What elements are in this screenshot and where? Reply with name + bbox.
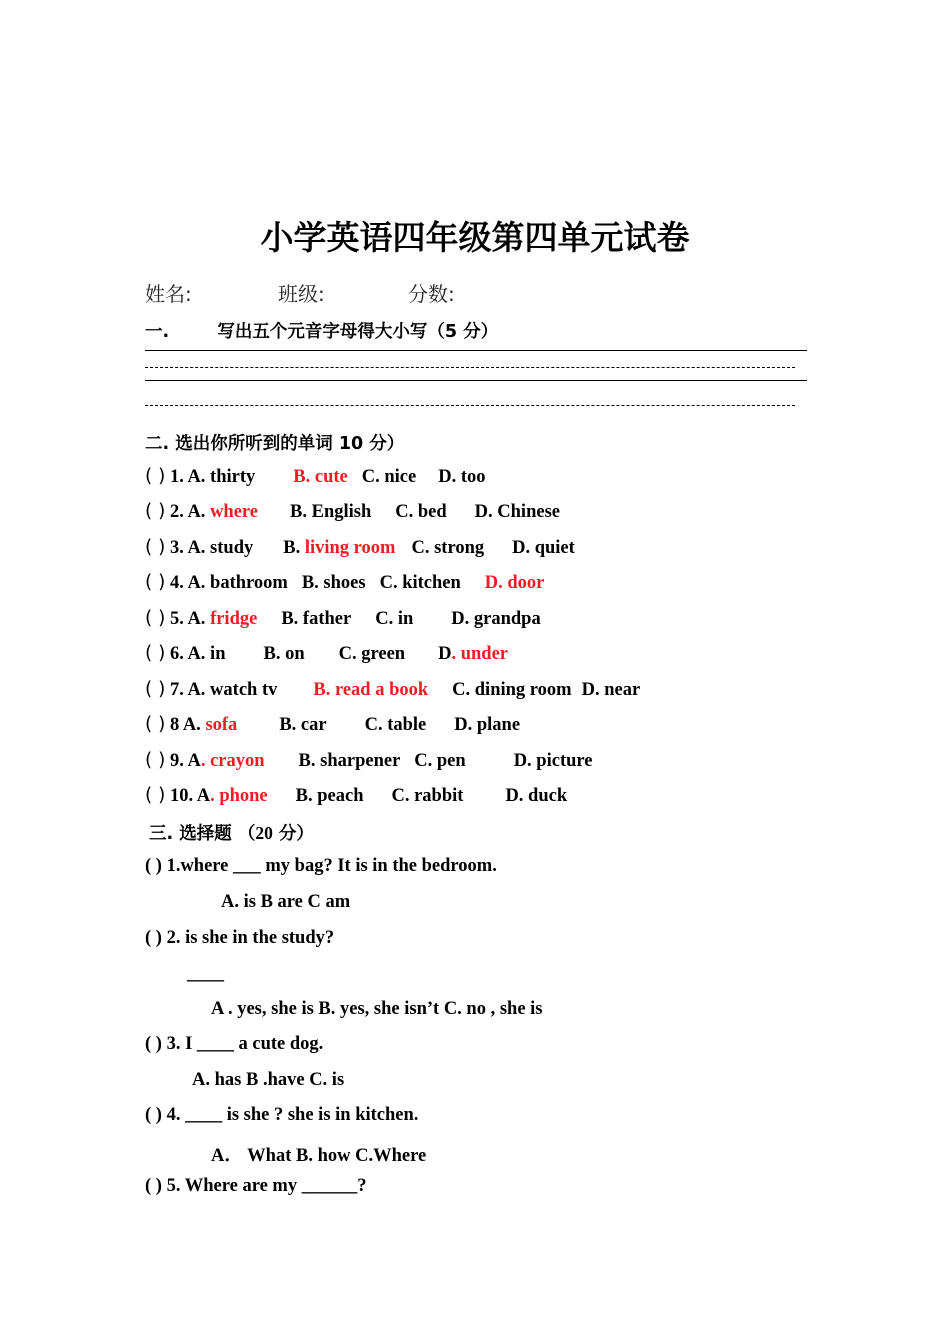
listening-item-6: ( ) 6. A. in B. on C. green D. under <box>145 643 508 664</box>
listening-item-2: ( ) 2. A. where B. English C. bed D. Chinese <box>145 501 560 522</box>
answer-line-solid-2 <box>145 380 807 381</box>
choice-q1-stem: ( ) 1.where ___ my bag? It is in the bedroom. <box>145 856 497 876</box>
choice-q3-stem: ( ) 3. I ____ a cute dog. <box>145 1034 324 1054</box>
listening-item-3: ( ) 3. A. study B. living room C. strong D. quiet <box>145 537 575 558</box>
section1-number: 一. <box>145 322 170 342</box>
answer-line-solid-1 <box>145 350 807 351</box>
class-label: 班级: <box>278 282 325 306</box>
choice-q2-options: A . yes, she is B. yes, she isn’t C. no , she is <box>211 999 543 1019</box>
listening-item-5: ( ) 5. A. fridge B. father C. in D. grandpa <box>145 608 541 629</box>
score-label: 分数: <box>408 282 455 306</box>
answer-line-dashed-1 <box>145 367 795 368</box>
listening-item-1: ( ) 1. A. thirty B. cute C. nice D. too <box>145 466 486 487</box>
choice-q2-blank: ____ <box>187 964 224 984</box>
page-title: 小学英语四年级第四单元试卷 <box>260 218 690 257</box>
section1-heading <box>145 318 498 343</box>
choice-q5-stem: ( ) 5. Where are my ______? <box>145 1176 367 1196</box>
choice-q1-options: A. is B are C am <box>221 892 351 912</box>
choice-q4-stem: ( ) 4. ____ is she ? she is in kitchen. <box>145 1105 419 1125</box>
listening-item-4: ( ) 4. A. bathroom B. shoes C. kitchen D. door <box>145 572 545 593</box>
answer-line-dashed-2 <box>145 405 795 406</box>
name-label: 姓名: <box>145 282 192 306</box>
listening-item-8: ( ) 8 A. sofa B. car C. table D. plane <box>145 714 521 735</box>
listening-item-10: ( ) 10. A. phone B. peach C. rabbit D. duck <box>145 785 568 806</box>
section3-heading: 三. 选择题 （20 分） <box>149 823 314 844</box>
choice-q3-options: A. has B .have C. is <box>192 1070 345 1090</box>
section2-heading: 二. 选出你所听到的单词 10 分） <box>145 434 405 454</box>
choice-q2-stem: ( ) 2. is she in the study? <box>145 928 335 948</box>
section1-text: 写出五个元音字母得大小写（5 分） <box>217 322 499 342</box>
listening-item-9: ( ) 9. A. crayon B. sharpener C. pen D. picture <box>145 750 593 771</box>
listening-item-7: ( ) 7. A. watch tv B. read a book C. dining room D. near <box>145 679 641 700</box>
choice-q4-options: A． What B. how C.Where <box>211 1146 427 1166</box>
